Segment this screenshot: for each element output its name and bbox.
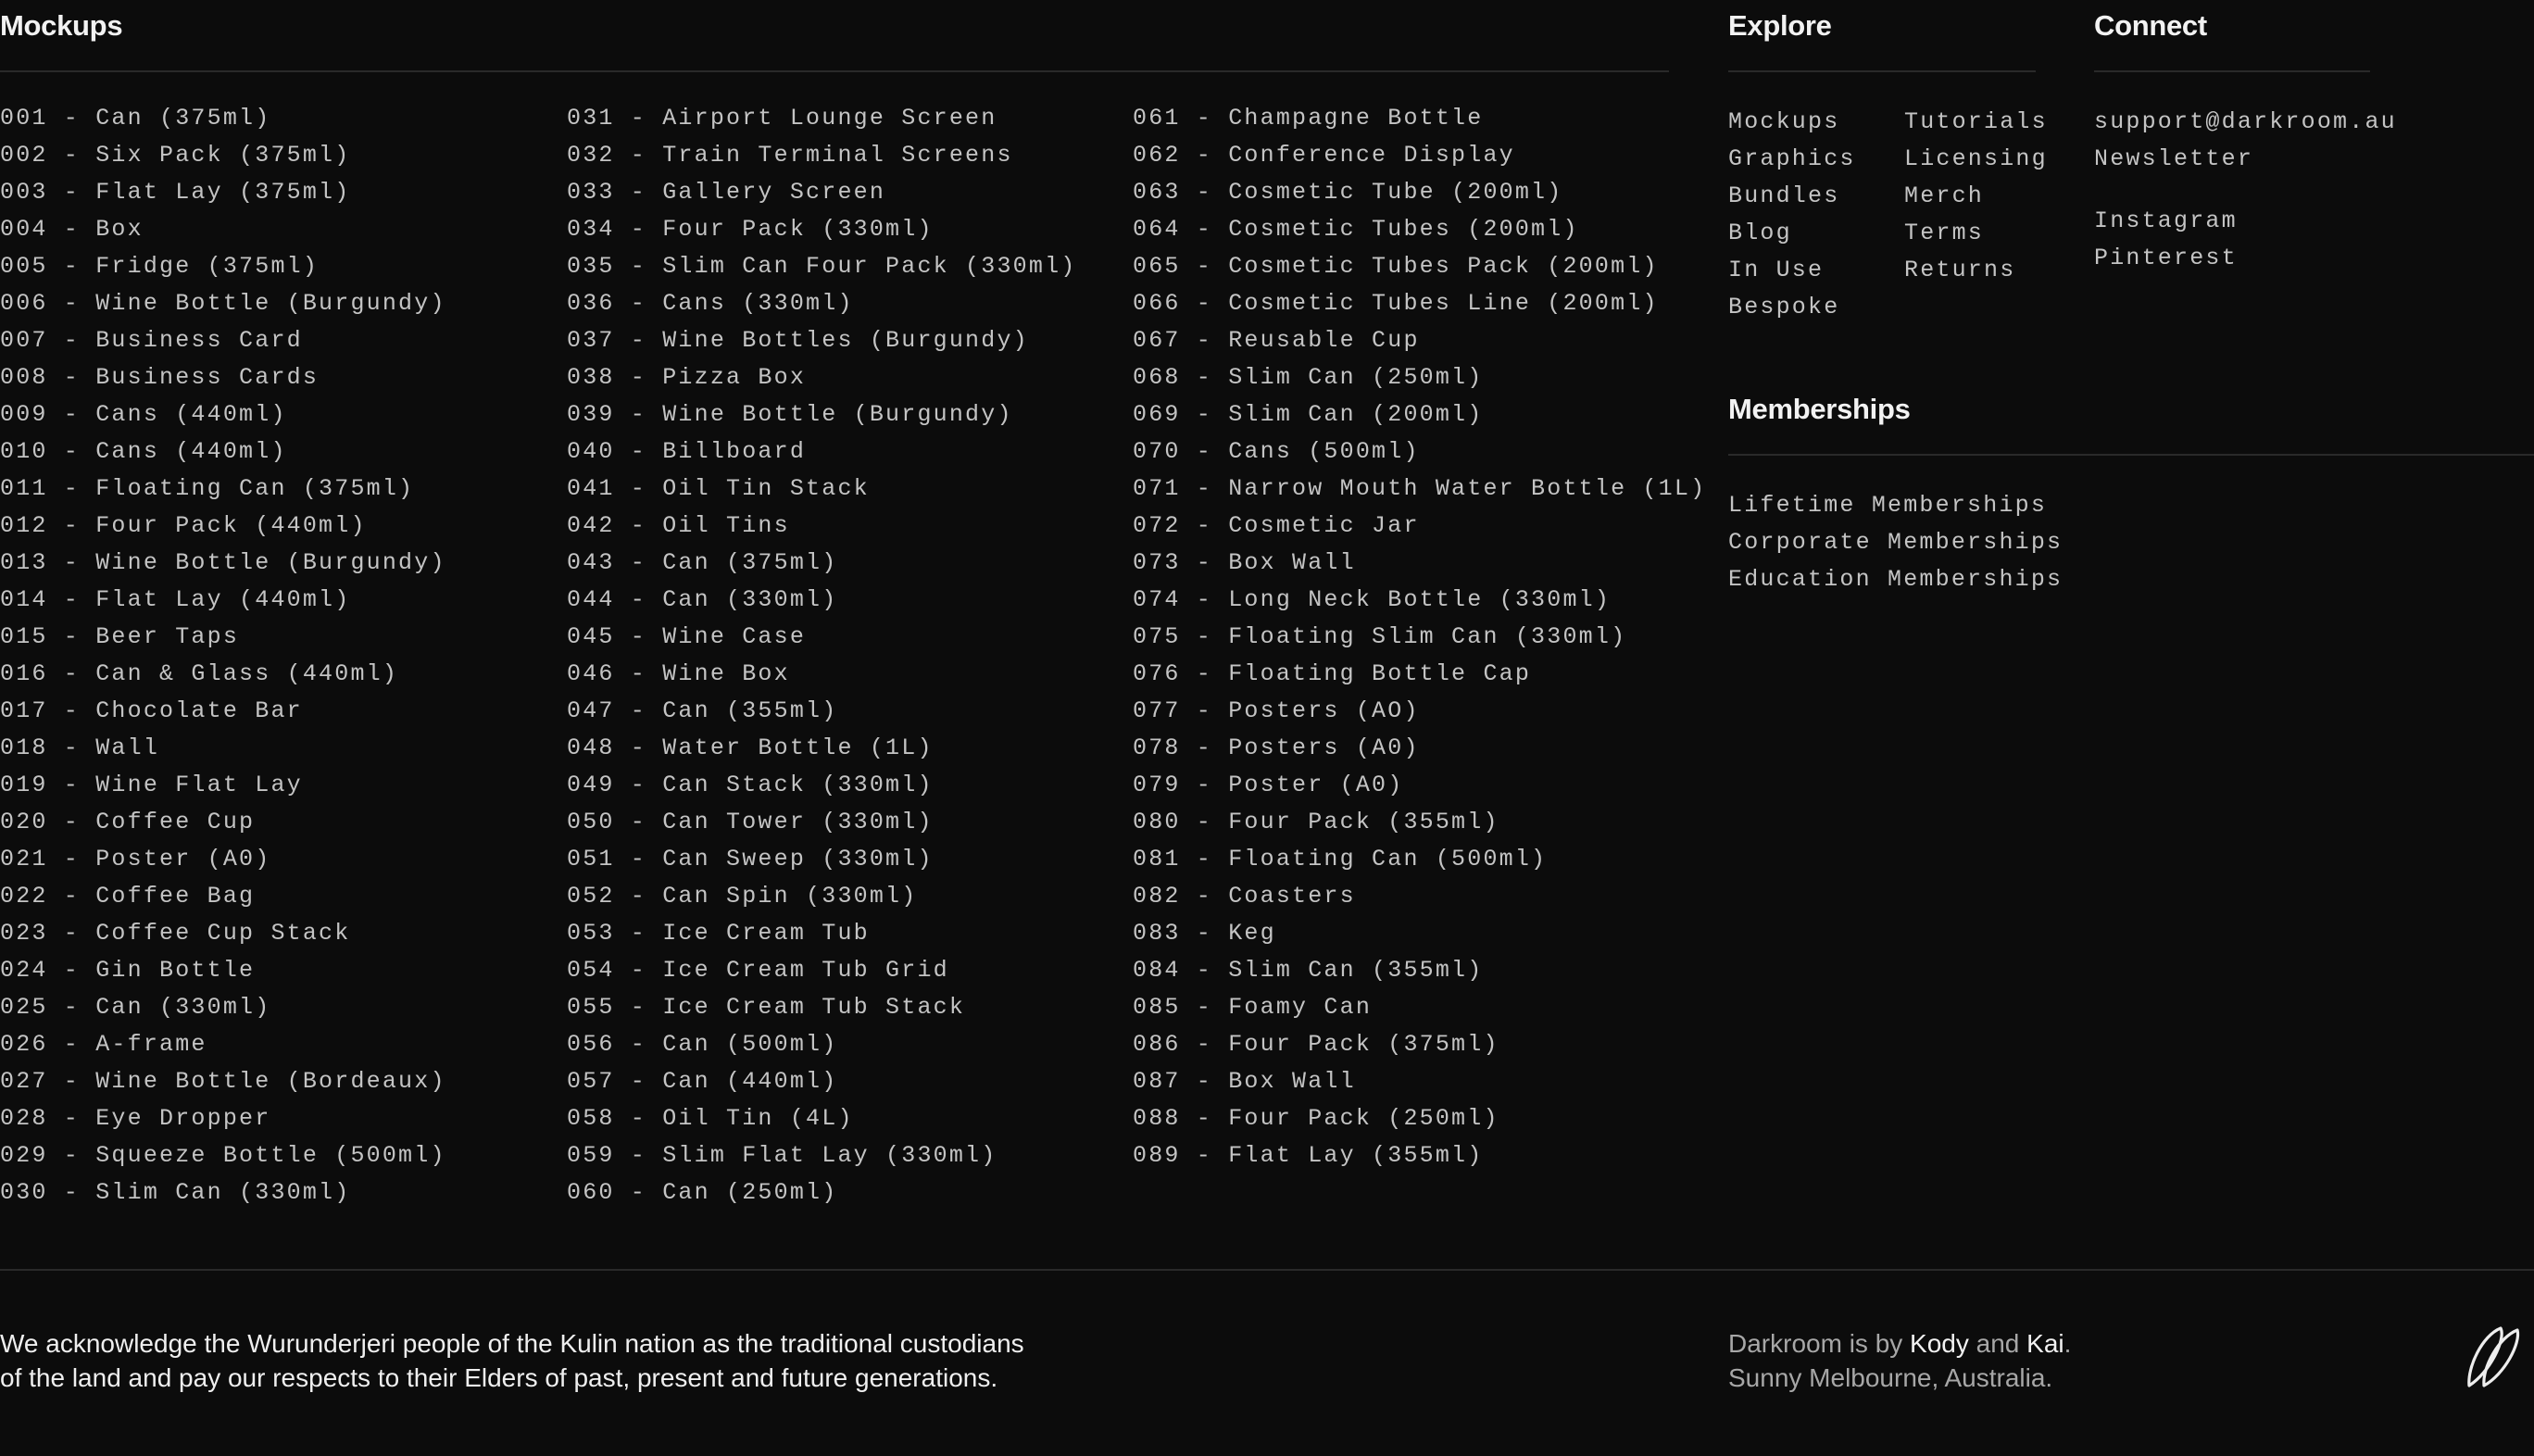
explore-item <box>1728 104 1856 141</box>
explore-item-link[interactable]: Terms <box>1904 220 1985 246</box>
mockup-item <box>567 359 1076 396</box>
mockup-item-link[interactable]: 055 - Ice Cream Tub Stack <box>567 994 966 1021</box>
connect-item <box>2094 203 2238 240</box>
mockup-item <box>567 545 1076 582</box>
mockup-item <box>567 508 1076 545</box>
explore-item-link[interactable]: Merch <box>1904 182 1985 209</box>
mockups-divider <box>0 70 1669 72</box>
mockup-item <box>567 730 1076 767</box>
mockup-item-link[interactable]: 080 - Four Pack (355ml) <box>1133 809 1499 835</box>
mockup-item-link[interactable]: 079 - Poster (A0) <box>1133 772 1404 798</box>
mockup-item-link[interactable]: 009 - Cans (440ml) <box>0 401 287 428</box>
mockup-item <box>0 767 446 804</box>
membership-item-link[interactable]: Lifetime Memberships <box>1728 492 2048 519</box>
explore-item-link[interactable]: Blog <box>1728 220 1792 246</box>
mockup-item <box>1133 915 1706 952</box>
mockup-item <box>567 396 1076 433</box>
membership-item <box>1728 487 2063 524</box>
mockup-item-link[interactable]: 008 - Business Cards <box>0 364 320 391</box>
mockups-list-col-2 <box>567 100 1076 1211</box>
mockup-item <box>567 137 1076 174</box>
mockup-item-link[interactable]: 015 - Beer Taps <box>0 623 240 650</box>
acknowledgement-line-1: We acknowledge the Wurunderjeri people of the Kulin nation as the traditional custodians <box>0 1329 1024 1358</box>
mockup-item-link[interactable]: 034 - Four Pack (330ml) <box>567 216 934 243</box>
connect-links-group-1 <box>2094 104 2397 178</box>
connect-item-link[interactable]: Newsletter <box>2094 145 2254 172</box>
explore-item <box>1728 141 1856 178</box>
mockup-item-link[interactable]: 078 - Posters (A0) <box>1133 734 1420 761</box>
explore-links-col-1 <box>1728 104 1856 326</box>
mockup-item-link[interactable]: 066 - Cosmetic Tubes Line (200ml) <box>1133 290 1659 317</box>
mockup-item <box>567 1100 1076 1137</box>
mockup-item <box>1133 1100 1706 1137</box>
explore-divider <box>1728 70 2036 72</box>
mockup-item <box>1133 878 1706 915</box>
mockup-item <box>0 619 446 656</box>
mockup-item-link[interactable]: 011 - Floating Can (375ml) <box>0 475 415 502</box>
mockup-item-link[interactable]: 046 - Wine Box <box>567 660 790 687</box>
mockup-item-link[interactable]: 044 - Can (330ml) <box>567 586 838 613</box>
mockup-item <box>0 878 446 915</box>
explore-item-link[interactable]: Mockups <box>1728 108 1840 135</box>
mockup-item-link[interactable]: 025 - Can (330ml) <box>0 994 271 1021</box>
mockup-item-link[interactable]: 049 - Can Stack (330ml) <box>567 772 934 798</box>
explore-item <box>1904 252 2048 289</box>
mockup-item-link[interactable]: 007 - Business Card <box>0 327 303 354</box>
mockup-item-link[interactable]: 054 - Ice Cream Tub Grid <box>567 957 949 984</box>
mockup-item <box>0 174 446 211</box>
mockup-item-link[interactable]: 048 - Water Bottle (1L) <box>567 734 934 761</box>
mockups-list-col-1 <box>0 100 446 1211</box>
mockup-item <box>1133 1137 1706 1174</box>
explore-item-link[interactable]: In Use <box>1728 257 1825 283</box>
mockup-item-link[interactable]: 005 - Fridge (375ml) <box>0 253 320 280</box>
mockup-item-link[interactable]: 023 - Coffee Cup Stack <box>0 920 351 947</box>
mockup-item-link[interactable]: 053 - Ice Cream Tub <box>567 920 870 947</box>
mockup-item-link[interactable]: 057 - Can (440ml) <box>567 1068 838 1095</box>
membership-item-link[interactable]: Education Memberships <box>1728 566 2064 593</box>
mockup-item <box>567 1174 1076 1211</box>
mockup-item-link[interactable]: 017 - Chocolate Bar <box>0 697 303 724</box>
memberships-heading: Memberships <box>1728 393 1911 425</box>
mockup-item-link[interactable]: 083 - Keg <box>1133 920 1276 947</box>
connect-divider <box>2094 70 2370 72</box>
connect-links-group-2 <box>2094 203 2238 277</box>
mockup-item-link[interactable]: 022 - Coffee Bag <box>0 883 256 910</box>
mockup-item <box>1133 619 1706 656</box>
mockup-item <box>0 841 446 878</box>
mockup-item-link[interactable]: 041 - Oil Tin Stack <box>567 475 870 502</box>
mockup-item-link[interactable]: 059 - Slim Flat Lay (330ml) <box>567 1142 997 1169</box>
mockup-item-link[interactable]: 006 - Wine Bottle (Burgundy) <box>0 290 446 317</box>
mockup-item <box>0 137 446 174</box>
mockup-item-link[interactable]: 069 - Slim Can (200ml) <box>1133 401 1484 428</box>
credit-link-kai[interactable]: Kai <box>2026 1329 2064 1358</box>
mockup-item-link[interactable]: 039 - Wine Bottle (Burgundy) <box>567 401 1013 428</box>
mockup-item <box>1133 545 1706 582</box>
mockup-item-link[interactable]: 037 - Wine Bottles (Burgundy) <box>567 327 1029 354</box>
mockup-item <box>1133 989 1706 1026</box>
mockup-item <box>0 582 446 619</box>
mockup-item-link[interactable]: 014 - Flat Lay (440ml) <box>0 586 351 613</box>
membership-item-link[interactable]: Corporate Memberships <box>1728 529 2064 556</box>
explore-item <box>1728 178 1856 215</box>
explore-links-col-2 <box>1904 104 2048 289</box>
mockup-item <box>0 508 446 545</box>
mockup-item-link[interactable]: 040 - Billboard <box>567 438 807 465</box>
mockup-item-link[interactable]: 038 - Pizza Box <box>567 364 807 391</box>
mockup-item <box>567 174 1076 211</box>
mockup-item-link[interactable]: 031 - Airport Lounge Screen <box>567 105 997 132</box>
mockup-item <box>1133 396 1706 433</box>
mockup-item <box>567 285 1076 322</box>
mockup-item-link[interactable]: 089 - Flat Lay (355ml) <box>1133 1142 1484 1169</box>
mockup-item <box>0 1137 446 1174</box>
mockup-item-link[interactable]: 065 - Cosmetic Tubes Pack (200ml) <box>1133 253 1659 280</box>
mockup-item-link[interactable]: 019 - Wine Flat Lay <box>0 772 303 798</box>
mockups-list-col-3 <box>1133 100 1706 1174</box>
explore-item <box>1904 141 2048 178</box>
connect-item-link[interactable]: Pinterest <box>2094 245 2238 271</box>
mockup-item-link[interactable]: 043 - Can (375ml) <box>567 549 838 576</box>
explore-item-link[interactable]: Returns <box>1904 257 2016 283</box>
mockup-item <box>567 471 1076 508</box>
mockup-item <box>1133 248 1706 285</box>
mockup-item <box>567 767 1076 804</box>
mockup-item <box>1133 100 1706 137</box>
connect-item-link[interactable]: support@darkroom.au <box>2094 108 2397 135</box>
mockup-item <box>0 656 446 693</box>
mockup-item <box>0 285 446 322</box>
mockup-item-link[interactable]: 060 - Can (250ml) <box>567 1179 838 1206</box>
mockup-item <box>0 359 446 396</box>
membership-item <box>1728 561 2063 598</box>
mockup-item <box>0 952 446 989</box>
connect-item <box>2094 141 2397 178</box>
explore-item-link[interactable]: Licensing <box>1904 145 2048 172</box>
mockup-item <box>1133 952 1706 989</box>
mockup-item-link[interactable]: 042 - Oil Tins <box>567 512 790 539</box>
mockup-item <box>567 100 1076 137</box>
footer-divider <box>0 1269 2534 1271</box>
membership-item <box>1728 524 2063 561</box>
mockup-item <box>0 1026 446 1063</box>
mockup-item <box>1133 1063 1706 1100</box>
mockup-item-link[interactable]: 072 - Cosmetic Jar <box>1133 512 1420 539</box>
credit-link-kody[interactable]: Kody <box>1910 1329 1969 1358</box>
mockup-item <box>0 989 446 1026</box>
mockup-item <box>0 433 446 471</box>
mockup-item-link[interactable]: 075 - Floating Slim Can (330ml) <box>1133 623 1627 650</box>
mockup-item <box>567 433 1076 471</box>
mockup-item <box>0 248 446 285</box>
mockup-item-link[interactable]: 088 - Four Pack (250ml) <box>1133 1105 1499 1132</box>
mockup-item <box>567 656 1076 693</box>
mockup-item-link[interactable]: 020 - Coffee Cup <box>0 809 256 835</box>
mockup-item <box>1133 359 1706 396</box>
mockup-item-link[interactable]: 030 - Slim Can (330ml) <box>0 1179 351 1206</box>
location-text: Sunny Melbourne, Australia. <box>1728 1363 2053 1392</box>
mockup-item <box>567 878 1076 915</box>
mockup-item <box>567 952 1076 989</box>
credit-prefix: Darkroom is by <box>1728 1329 1911 1358</box>
mockup-item-link[interactable]: 013 - Wine Bottle (Burgundy) <box>0 549 446 576</box>
mockup-item <box>1133 174 1706 211</box>
explore-item <box>1904 104 2048 141</box>
mockup-item-link[interactable]: 026 - A-frame <box>0 1031 207 1058</box>
mockup-item-link[interactable]: 074 - Long Neck Bottle (330ml) <box>1133 586 1612 613</box>
explore-item <box>1728 252 1856 289</box>
mockup-item-link[interactable]: 068 - Slim Can (250ml) <box>1133 364 1484 391</box>
mockup-item-link[interactable]: 027 - Wine Bottle (Bordeaux) <box>0 1068 446 1095</box>
mockup-item <box>567 322 1076 359</box>
mockup-item <box>567 248 1076 285</box>
mockup-item-link[interactable]: 035 - Slim Can Four Pack (330ml) <box>567 253 1077 280</box>
mockup-item-link[interactable]: 077 - Posters (AO) <box>1133 697 1420 724</box>
darkroom-logo-icon[interactable] <box>2464 1324 2523 1391</box>
mockup-item <box>567 915 1076 952</box>
mockup-item-link[interactable]: 086 - Four Pack (375ml) <box>1133 1031 1499 1058</box>
explore-item-link[interactable]: Bundles <box>1728 182 1840 209</box>
mockup-item <box>0 471 446 508</box>
mockup-item-link[interactable]: 082 - Coasters <box>1133 883 1356 910</box>
mockup-item-link[interactable]: 081 - Floating Can (500ml) <box>1133 846 1548 872</box>
mockup-item-link[interactable]: 064 - Cosmetic Tubes (200ml) <box>1133 216 1579 243</box>
mockup-item <box>567 841 1076 878</box>
explore-item <box>1904 215 2048 252</box>
mockup-item-link[interactable]: 028 - Eye Dropper <box>0 1105 271 1132</box>
mockup-item <box>1133 693 1706 730</box>
mockup-item <box>0 1100 446 1137</box>
mockup-item-link[interactable]: 084 - Slim Can (355ml) <box>1133 957 1484 984</box>
mockup-item <box>567 582 1076 619</box>
connect-item <box>2094 240 2238 277</box>
mockup-item-link[interactable]: 001 - Can (375ml) <box>0 105 271 132</box>
mockup-item-link[interactable]: 016 - Can & Glass (440ml) <box>0 660 399 687</box>
mockup-item-link[interactable]: 010 - Cans (440ml) <box>0 438 287 465</box>
mockup-item <box>0 100 446 137</box>
credit-suffix: . <box>2064 1329 2072 1358</box>
connect-heading: Connect <box>2094 9 2207 42</box>
mockup-item-link[interactable]: 045 - Wine Case <box>567 623 807 650</box>
mockup-item-link[interactable]: 033 - Gallery Screen <box>567 179 886 206</box>
credit-and: and <box>1968 1329 2027 1358</box>
explore-heading: Explore <box>1728 9 1832 42</box>
mockup-item-link[interactable]: 012 - Four Pack (440ml) <box>0 512 367 539</box>
memberships-divider <box>1728 454 2534 456</box>
mockup-item-link[interactable]: 087 - Box Wall <box>1133 1068 1356 1095</box>
mockup-item <box>567 619 1076 656</box>
mockup-item <box>0 1174 446 1211</box>
mockup-item <box>1133 137 1706 174</box>
mockup-item <box>0 730 446 767</box>
mockup-item <box>1133 322 1706 359</box>
explore-item <box>1904 178 2048 215</box>
mockup-item-link[interactable]: 062 - Conference Display <box>1133 142 1515 169</box>
mockup-item <box>0 693 446 730</box>
mockup-item <box>1133 582 1706 619</box>
memberships-links <box>1728 487 2063 598</box>
credit-text <box>1728 1326 2071 1395</box>
mockup-item-link[interactable]: 051 - Can Sweep (330ml) <box>567 846 934 872</box>
mockup-item-link[interactable]: 063 - Cosmetic Tube (200ml) <box>1133 179 1563 206</box>
mockup-item-link[interactable]: 004 - Box <box>0 216 144 243</box>
mockup-item <box>1133 841 1706 878</box>
mockup-item <box>1133 508 1706 545</box>
explore-item-link[interactable]: Tutorials <box>1904 108 2048 135</box>
mockup-item <box>567 989 1076 1026</box>
mockup-item <box>1133 285 1706 322</box>
mockups-heading: Mockups <box>0 9 123 42</box>
mockup-item <box>0 804 446 841</box>
mockup-item <box>1133 767 1706 804</box>
explore-item-link[interactable]: Graphics <box>1728 145 1856 172</box>
mockup-item <box>1133 656 1706 693</box>
mockup-item-link[interactable]: 029 - Squeeze Bottle (500ml) <box>0 1142 446 1169</box>
explore-item-link[interactable]: Bespoke <box>1728 294 1840 320</box>
mockup-item <box>1133 1026 1706 1063</box>
mockup-item <box>0 915 446 952</box>
mockup-item <box>0 322 446 359</box>
mockup-item-link[interactable]: 050 - Can Tower (330ml) <box>567 809 934 835</box>
mockup-item <box>0 396 446 433</box>
mockup-item-link[interactable]: 058 - Oil Tin (4L) <box>567 1105 854 1132</box>
mockup-item <box>1133 730 1706 767</box>
mockup-item-link[interactable]: 073 - Box Wall <box>1133 549 1356 576</box>
mockup-item-link[interactable]: 071 - Narrow Mouth Water Bottle (1L) <box>1133 475 1707 502</box>
mockup-item-link[interactable]: 024 - Gin Bottle <box>0 957 256 984</box>
mockup-item <box>1133 433 1706 471</box>
mockup-item <box>0 1063 446 1100</box>
mockup-item-link[interactable]: 085 - Foamy Can <box>1133 994 1373 1021</box>
mockup-item-link[interactable]: 018 - Wall <box>0 734 160 761</box>
mockup-item <box>567 1026 1076 1063</box>
credit-line <box>1728 1326 2071 1361</box>
mockup-item-link[interactable]: 032 - Train Terminal Screens <box>567 142 1013 169</box>
acknowledgement-line-2: of the land and pay our respects to their Elders of past, present and future generations. <box>0 1363 998 1392</box>
mockup-item-link[interactable]: 056 - Can (500ml) <box>567 1031 838 1058</box>
mockup-item <box>567 693 1076 730</box>
explore-item <box>1728 215 1856 252</box>
mockup-item <box>0 211 446 248</box>
mockup-item-link[interactable]: 021 - Poster (A0) <box>0 846 271 872</box>
mockup-item <box>1133 471 1706 508</box>
connect-item-link[interactable]: Instagram <box>2094 207 2238 234</box>
explore-item <box>1728 289 1856 326</box>
mockup-item <box>567 1137 1076 1174</box>
acknowledgement-text <box>0 1326 1111 1395</box>
mockup-item-link[interactable]: 061 - Champagne Bottle <box>1133 105 1484 132</box>
mockup-item-link[interactable]: 036 - Cans (330ml) <box>567 290 854 317</box>
mockup-item-link[interactable]: 076 - Floating Bottle Cap <box>1133 660 1532 687</box>
mockup-item-link[interactable]: 052 - Can Spin (330ml) <box>567 883 918 910</box>
mockup-item <box>1133 211 1706 248</box>
mockup-item <box>567 1063 1076 1100</box>
mockup-item <box>567 211 1076 248</box>
mockup-item-link[interactable]: 003 - Flat Lay (375ml) <box>0 179 351 206</box>
mockup-item-link[interactable]: 067 - Reusable Cup <box>1133 327 1420 354</box>
mockup-item <box>1133 804 1706 841</box>
mockup-item-link[interactable]: 070 - Cans (500ml) <box>1133 438 1420 465</box>
mockup-item <box>567 804 1076 841</box>
mockup-item-link[interactable]: 002 - Six Pack (375ml) <box>0 142 351 169</box>
connect-item <box>2094 104 2397 141</box>
mockup-item-link[interactable]: 047 - Can (355ml) <box>567 697 838 724</box>
mockup-item <box>0 545 446 582</box>
